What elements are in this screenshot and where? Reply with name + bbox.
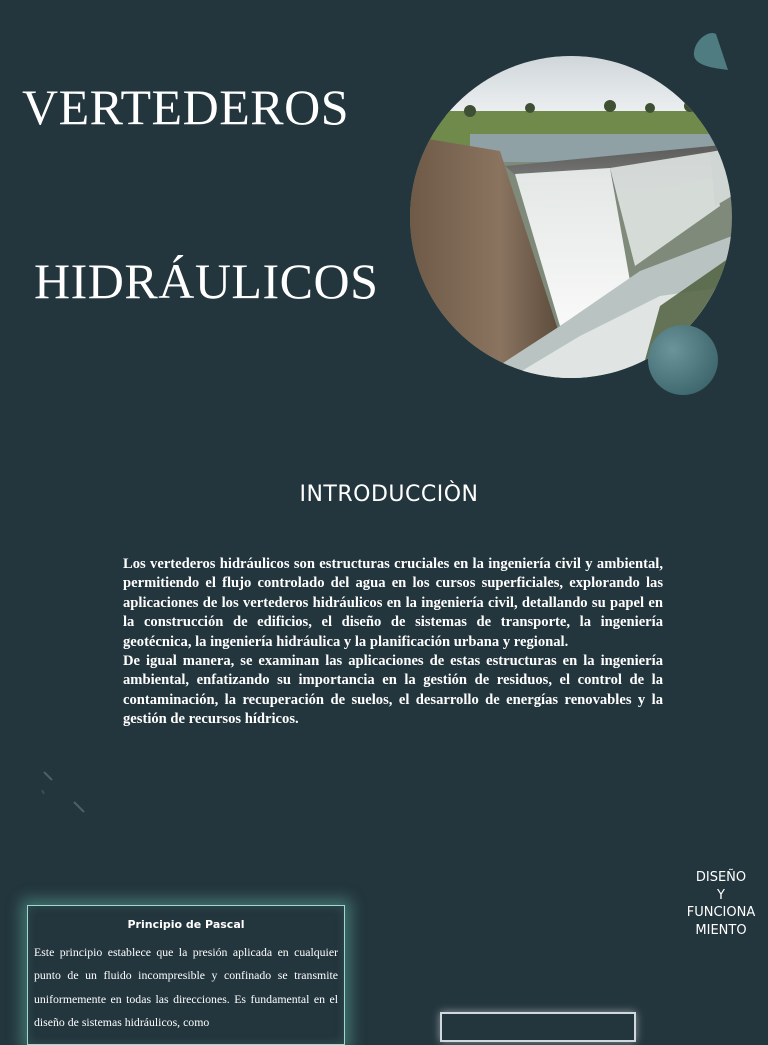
teal-circle-shape <box>648 325 718 395</box>
teal-drop-shape <box>690 30 730 77</box>
title-line-1: VERTEDEROS <box>22 79 349 135</box>
design-function-label: DISEÑO Y FUNCIONA MIENTO <box>686 870 756 938</box>
pascal-text: Este principio establece que la presión aplicada en cualquier punto de un fluido incompresible y confinado se transmite uniformemente en todas las direcciones. Es fundamental en el diseño de sistemas hidráulicos, como <box>34 945 338 1029</box>
intro-paragraph-1: Los vertederos hidráulicos son estructuras cruciales en la ingeniería civil y ambiental, permitiendo el flujo controlado del agua en los cursos superficiales, explorando las aplicaciones de los vertederos hidráulicos en la ingeniería civil, detallando su papel en la construcción de edificios, el diseño de sistemas de transporte, la ingeniería geotécnica, la ingeniería hidráulica y la planificación urbana y regional. <box>123 556 663 650</box>
pascal-title: Principio de Pascal <box>127 918 245 931</box>
title-line-2: HIDRÁULICOS <box>34 253 379 309</box>
bottom-frame <box>440 1012 636 1042</box>
decorative-dashes <box>36 768 96 823</box>
intro-body <box>123 555 663 730</box>
intro-heading: INTRODUCCIÒN <box>299 482 479 507</box>
intro-paragraph-2: De igual manera, se examinan las aplicaciones de estas estructuras en la ingeniería ambiental, enfatizando su importancia en la gestión de residuos, el control de la contaminación, la recuperación de suelos, el desarrollo de energías renovables y la gestión de recursos hídricos. <box>123 653 663 728</box>
pascal-principle-box <box>27 905 345 1045</box>
